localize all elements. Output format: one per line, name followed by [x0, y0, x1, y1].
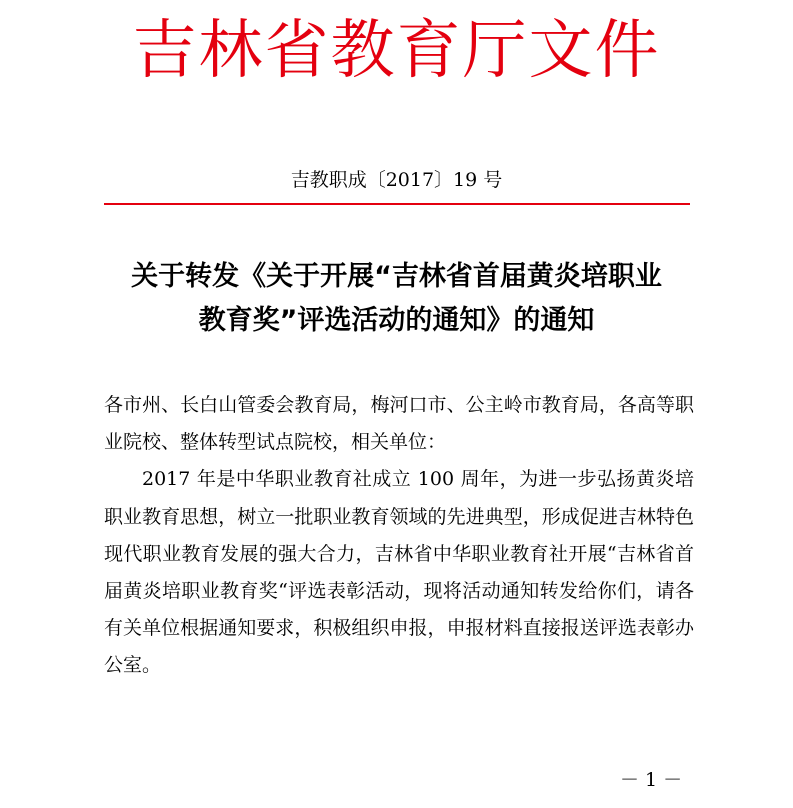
document-title: [60, 255, 733, 343]
red-divider-line: [104, 203, 690, 205]
document-number: 吉教职成〔2017〕19 号: [290, 169, 503, 191]
document-title-line-2: 教育奖”评选活动的通知》的通知: [198, 305, 595, 336]
issuing-authority-header: 吉林省教育厅文件: [132, 14, 661, 88]
body-paragraph: 2017 年是中华职业教育社成立 100 周年，为进一步弘扬黄炎培职业教育思想，树立一批职业教育领域的先进典型，形成促进吉林特色现代职业教育发展的强大合力，吉林省中华职业教育社开展“吉林省首届黄炎培职业教育奖“评选表彰活动，现将活动通知转发给你们，请各有关单位根据通知要求，积极组织申报，申报材料直接报送评选表彰办公室。: [104, 468, 694, 677]
salutation: 各市州、长白山管委会教育局，梅河口市、公主岭市教育局，各高等职业院校、整体转型试点院校，相关单位：: [104, 394, 694, 454]
page-number: － 1 －: [620, 769, 683, 791]
document-body: [104, 387, 694, 685]
document-title-line-1: 关于转发《关于开展“吉林省首届黄炎培职业: [131, 261, 662, 292]
